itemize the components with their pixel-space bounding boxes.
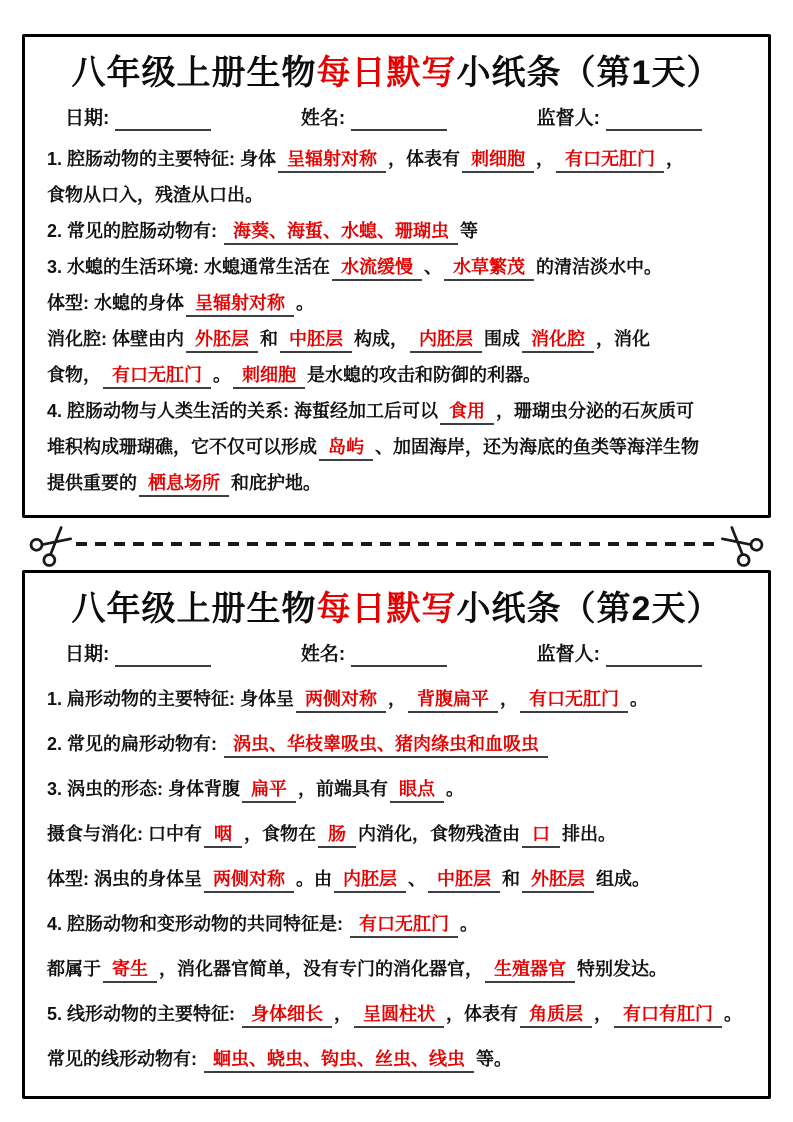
text-line [47,1037,746,1082]
answer-blank: 有口无肛门 [350,912,458,938]
static-text: 3. 涡虫的形态: 身体背腹 [47,778,241,799]
static-text: 等 [460,220,479,241]
text-line [47,141,746,177]
static-text: ，体表有 [446,1003,519,1024]
field-label: 监督人: [536,643,600,665]
answer-blank: 水草繁茂 [444,255,534,281]
answer-blank: 中胚层 [428,867,500,893]
static-text: 构成， [354,328,408,349]
write-in-field [301,107,447,131]
static-text: 。 [460,913,479,934]
answer-blank: 岛屿 [319,435,373,461]
write-in-field [65,107,211,131]
static-text: 堆积构成珊瑚礁，它不仅可以形成 [47,436,317,457]
static-text: ，珊瑚虫分泌的石灰质可 [496,400,695,421]
static-text: ，消化器官简单，没有专门的消化器官， [159,958,483,979]
field-label: 姓名: [300,643,346,665]
answer-blank: 有口无肛门 [520,687,628,713]
text-line [47,213,746,249]
field-blank-underline [115,109,211,131]
field-blank-underline [606,645,702,667]
static-text: 5. 线形动物的主要特征: [47,1003,241,1024]
scissors-icon [711,515,769,573]
page-title [47,587,746,633]
field-label: 日期: [65,107,110,129]
static-text: 排出。 [562,823,616,844]
title-post: 小纸条（第2天） [456,589,722,628]
answer-blank: 消化腔 [522,327,594,353]
text-line [47,812,746,857]
answer-blank: 中胚层 [280,327,352,353]
answer-blank: 海葵、海蜇、水螅、珊瑚虫 [224,219,458,245]
static-text: 食物， [47,364,101,385]
section-body [47,673,746,1082]
text-line [47,722,746,767]
answer-blank: 背腹扁平 [408,687,498,713]
static-text: ，体表有 [388,148,461,169]
field-blank-underline [351,109,447,131]
answer-blank: 有口有肛门 [614,1002,722,1028]
text-line [47,465,746,501]
text-line [47,992,746,1037]
answer-blank: 内胚层 [334,867,406,893]
write-in-field [301,643,447,667]
write-in-field [537,107,702,131]
text-line [47,429,746,465]
title-highlight: 每日默写 [316,589,457,628]
static-text: 和 [260,328,278,349]
static-text: ， [666,148,685,169]
static-text: 。 [630,688,649,709]
static-text: ， [388,688,407,709]
answer-blank: 外胚层 [186,327,258,353]
static-text: ，食物在 [244,823,316,844]
answer-blank: 两侧对称 [204,867,294,893]
static-text: 的清洁淡水中。 [536,256,663,277]
answer-blank: 呈辐射对称 [186,291,294,317]
static-text: 消化腔: 体壁由内 [47,328,184,349]
text-line [47,285,746,321]
title-post: 小纸条（第1天） [456,54,722,92]
static-text: 2. 常见的腔肠动物有: [47,220,223,241]
answer-blank: 蛔虫、蛲虫、钩虫、丝虫、线虫 [204,1047,474,1073]
static-text: 食物从口入，残渣从口出。 [47,184,263,205]
static-text: 摄食与消化: 口中有 [47,823,202,844]
field-label: 监督人: [536,107,600,129]
static-text: 都属于 [47,958,101,979]
scissors-icon [24,515,82,573]
answer-blank: 涡虫、华枝睾吸虫、猪肉绦虫和血吸虫 [224,732,548,758]
answer-blank: 呈辐射对称 [278,147,386,173]
answer-blank: 刺细胞 [462,147,534,173]
static-text: 提供重要的 [47,472,137,493]
field-label: 日期: [65,643,110,665]
answer-blank: 扁平 [242,777,296,803]
text-line [47,357,746,393]
static-text: 、加固海岸，还为海底的鱼类等海洋生物 [375,436,699,457]
answer-blank: 水流缓慢 [332,255,422,281]
day1-section-mount [22,34,771,518]
static-text: 。由 [296,868,332,889]
title-pre: 八年级上册生物 [71,589,317,628]
text-line [47,249,746,285]
static-text: 、 [408,868,426,889]
static-text: 。 [213,364,231,385]
answer-blank: 呈圆柱状 [354,1002,444,1028]
static-text: ， [334,1003,353,1024]
static-text: ， [536,148,555,169]
static-text: ， [594,1003,613,1024]
text-line [47,857,746,902]
title-pre: 八年级上册生物 [71,54,317,92]
text-line [47,177,746,213]
write-in-field [65,643,211,667]
answer-blank: 刺细胞 [233,363,305,389]
answer-blank: 身体细长 [242,1002,332,1028]
static-text: 是水螅的攻击和防御的利器。 [307,364,541,385]
static-text: 等。 [476,1048,512,1069]
static-text: 体型: 涡虫的身体呈 [47,868,202,889]
answer-blank: 寄生 [103,957,157,983]
static-text: 和庇护地。 [231,472,321,493]
answer-blank: 有口无肛门 [103,363,211,389]
answer-blank: 有口无肛门 [556,147,664,173]
answer-blank: 栖息场所 [139,471,229,497]
static-text: 、 [424,256,443,277]
answer-blank: 外胚层 [522,867,594,893]
write-in-field [537,643,702,667]
static-text: 围成 [484,328,520,349]
answer-blank: 肠 [318,822,356,848]
text-line [47,902,746,947]
worksheet-section [22,570,771,1099]
static-text: 1. 腔肠动物的主要特征: 身体 [47,148,277,169]
answer-blank: 两侧对称 [296,687,386,713]
answer-blank: 生殖器官 [485,957,575,983]
text-line [47,677,746,722]
text-line [47,947,746,992]
static-text: 特别发达。 [577,958,667,979]
page-title [47,51,746,97]
static-text: 1. 扁形动物的主要特征: 身体呈 [47,688,295,709]
static-text: 。 [446,778,465,799]
text-line [47,321,746,357]
static-text: 2. 常见的扁形动物有: [47,733,223,754]
static-text: ， [500,688,519,709]
static-text: 常见的线形动物有: [47,1048,202,1069]
field-blank-underline [606,109,702,131]
answer-blank: 角质层 [520,1002,592,1028]
cut-line [22,518,771,570]
answer-blank: 食用 [440,399,494,425]
dashed-cut-line [76,542,717,546]
static-text: 内消化，食物残渣由 [358,823,520,844]
answer-blank: 咽 [204,822,242,848]
fields-row [47,97,746,137]
field-blank-underline [115,645,211,667]
answer-blank: 眼点 [390,777,444,803]
day2-section-mount [22,570,771,1099]
static-text: 4. 腔肠动物与人类生活的关系: 海蜇经加工后可以 [47,400,439,421]
static-text: 。 [724,1003,743,1024]
answer-blank: 内胚层 [410,327,482,353]
title-highlight: 每日默写 [316,54,457,92]
static-text: 组成。 [596,868,650,889]
section-body [47,137,746,501]
fields-row [47,633,746,673]
static-text: 4. 腔肠动物和变形动物的共同特征是: [47,913,349,934]
static-text: 和 [502,868,520,889]
static-text: 3. 水螅的生活环境: 水螅通常生活在 [47,256,331,277]
worksheet-section [22,34,771,518]
static-text: 体型: 水螅的身体 [47,292,184,313]
static-text: 。 [296,292,314,313]
field-label: 姓名: [300,107,346,129]
static-text: ，消化 [596,328,650,349]
text-line [47,393,746,429]
field-blank-underline [351,645,447,667]
answer-blank: 口 [522,822,560,848]
text-line [47,767,746,812]
static-text: ，前端具有 [298,778,389,799]
